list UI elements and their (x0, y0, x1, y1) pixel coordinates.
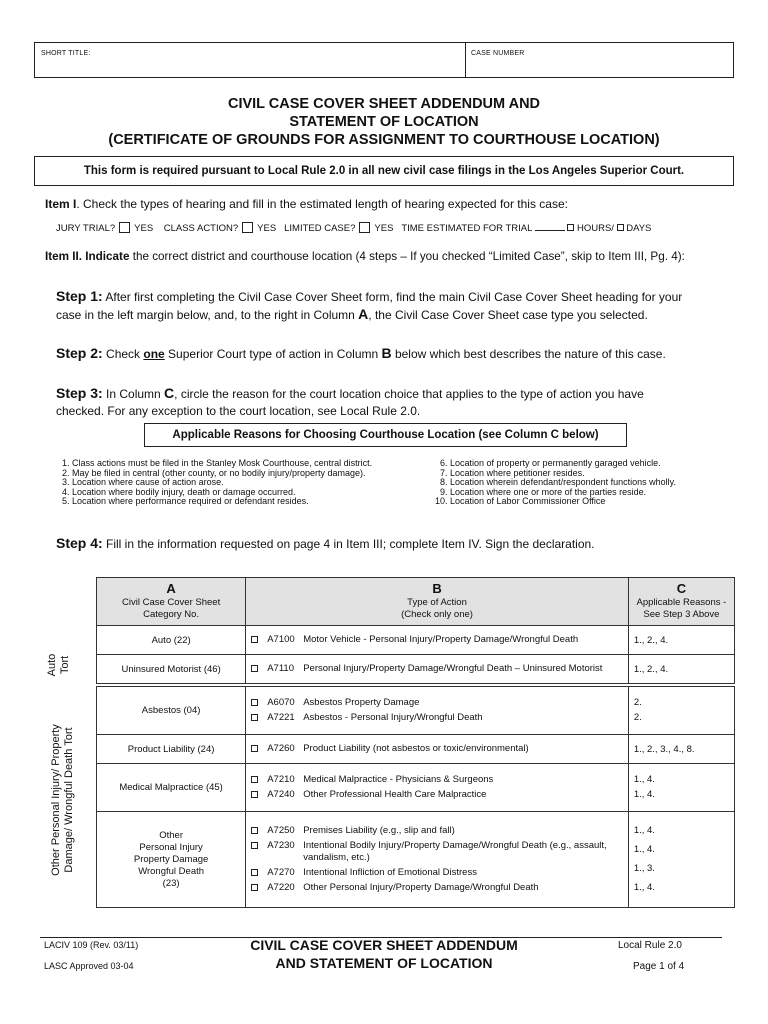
column-a-label2: Category No. (143, 608, 200, 620)
jury-trial-label: JURY TRIAL? (56, 223, 116, 234)
reasons-cell: 1., 2., 4. (628, 626, 734, 655)
case-number-label: CASE NUMBER (471, 50, 525, 57)
table-row (97, 735, 735, 764)
step2-text-c: below which best describes the nature of this case. (391, 347, 666, 361)
form-title-line2: STATEMENT OF LOCATION (289, 114, 479, 130)
table-row (97, 812, 735, 908)
action-code: A7240 (267, 789, 295, 800)
time-estimate-label: TIME ESTIMATED FOR TRIAL (401, 223, 533, 234)
reason-item: 10. Location of Labor Commissioner Office (435, 496, 606, 506)
column-a-header (97, 578, 246, 626)
column-b-letter: B (432, 580, 442, 596)
reason-value: 1., 4. (633, 789, 655, 800)
reason-item: 3. Location where cause of action arose. (62, 477, 224, 487)
caption-divider (465, 43, 466, 77)
category-line: Other (159, 829, 183, 841)
reasons-heading-box: Applicable Reasons for Choosing Courthouse Location (see Column C below) (144, 423, 627, 447)
item2-label: Item II (45, 250, 79, 263)
hours-label: HOURS/ (576, 223, 614, 234)
reason-value: 2. (633, 697, 642, 708)
action-checkbox[interactable] (251, 884, 258, 891)
column-c-letter: C (676, 580, 687, 596)
reason-item: 1. Class actions must be filed in the Stanley Mosk Courthouse, central district. (62, 458, 373, 468)
step1-text-b: case in the left margin below, and, to the right in Column (56, 308, 359, 322)
short-title-label: SHORT TITLE: (41, 50, 91, 57)
step1-column: A (358, 306, 369, 322)
action-cell (246, 655, 629, 684)
step4-text: Fill in the information requested on page 4 in Item III; complete Item IV. Sign the declaration. (102, 537, 595, 551)
limited-case-label: LIMITED CASE? (284, 223, 356, 234)
action-cell (246, 764, 629, 812)
footer-title-line1: CIVIL CASE COVER SHEET ADDENDUM (250, 937, 518, 953)
caption-box (34, 42, 734, 78)
step3-text-b: , circle the reason for the court location choice that applies to the type of action you have (174, 387, 644, 401)
reason-value: 1., 3. (633, 863, 655, 874)
footer-title-line2: AND STATEMENT OF LOCATION (275, 955, 493, 971)
action-desc: Other Professional Health Care Malpractice (303, 789, 487, 800)
group-other-line1: Other Personal Injury/ Property (50, 724, 62, 876)
group-auto-line2: Tort (59, 655, 71, 675)
table-row (97, 764, 735, 812)
action-code: A7270 (267, 867, 295, 878)
page-number: Page 1 of 4 (633, 961, 685, 972)
action-checkbox[interactable] (251, 699, 258, 706)
jury-trial-checkbox[interactable] (119, 222, 130, 233)
action-code: A6070 (267, 697, 295, 708)
action-checkbox[interactable] (251, 776, 258, 783)
reasons-cell (628, 764, 734, 812)
step3-label: Step 3: (56, 385, 103, 401)
table-row (97, 626, 735, 655)
step2-text-b: Superior Court type of action in Column (164, 347, 382, 361)
action-cell (246, 626, 629, 655)
reason-value: 2. (633, 712, 642, 723)
reason-value: 1., 4. (633, 844, 655, 855)
hearing-options (56, 222, 651, 234)
action-code: A7100 (267, 634, 295, 645)
reasons-list-left (62, 459, 372, 507)
step4-label: Step 4: (56, 535, 103, 551)
item1-text: . Check the types of hearing and fill in the estimated length of hearing expected for this case: (76, 197, 568, 211)
action-desc: Other Personal Injury/Property Damage/Wrongful Death (303, 882, 539, 893)
group-label-auto-tort (46, 630, 76, 700)
step3 (56, 385, 736, 420)
column-b-header (246, 578, 629, 626)
hours-checkbox[interactable] (567, 224, 574, 231)
action-desc: Asbestos - Personal Injury/Wrongful Death (303, 712, 483, 723)
group-other-line2: Damage/ Wrongful Death Tort (63, 727, 75, 873)
reason-value: 1., 4. (633, 882, 655, 893)
action-code: A7230 (267, 840, 295, 851)
reason-item: 8. Location wherein defendant/respondent functions wholly. (440, 477, 676, 487)
table-row (97, 655, 735, 684)
action-checkbox[interactable] (251, 714, 258, 721)
action-code: A7210 (267, 774, 295, 785)
column-b-label2: (Check only one) (401, 608, 473, 620)
item2-indicate: . Indicate (78, 250, 130, 263)
action-checkbox[interactable] (251, 665, 258, 672)
form-title-line3: (CERTIFICATE OF GROUNDS FOR ASSIGNMENT TO COURTHOUSE LOCATION) (108, 132, 660, 148)
step2-column: B (381, 345, 392, 361)
reasons-list-right (435, 459, 676, 507)
category-line: Property Damage (133, 853, 209, 865)
category-line: Wrongful Death (138, 865, 205, 877)
action-desc: Intentional Infliction of Emotional Distress (303, 867, 477, 878)
action-checkbox[interactable] (251, 869, 258, 876)
column-a-label1: Civil Case Cover Sheet (122, 596, 221, 608)
step3-text-c: checked. For any exception to the court location, see Local Rule 2.0. (56, 404, 421, 418)
reason-item: 7. Location where petitioner resides. (440, 467, 585, 478)
action-cell (246, 812, 629, 908)
jury-yes-label: YES (134, 223, 154, 234)
action-cell (246, 735, 629, 764)
step3-column: C (164, 385, 175, 401)
step1-text-a: After first completing the Civil Case Cover Sheet form, find the main Civil Case Cover Sheet heading for your (102, 290, 683, 304)
reason-item: 2. May be filed in central (other county, or no bodily injury/property damage). (62, 467, 366, 478)
table-header-row (97, 578, 735, 626)
step4 (56, 535, 595, 553)
action-cell (246, 687, 629, 735)
action-desc: Personal Injury/Property Damage/Wrongful Death – Uninsured Motorist (303, 663, 603, 674)
rule-notice: This form is required pursuant to Local Rule 2.0 in all new civil case filings in the Los Angeles Superior Court. (34, 156, 734, 186)
action-checkbox[interactable] (251, 842, 258, 849)
limited-yes-label: YES (374, 223, 394, 234)
category-cell (97, 812, 246, 908)
step1-label: Step 1: (56, 288, 103, 304)
reason-value: 1., 4. (633, 825, 655, 836)
reason-item: 4. Location where bodily injury, death or damage occurred. (62, 486, 296, 497)
item2-instruction (45, 250, 685, 263)
step2 (56, 345, 666, 363)
reason-value: 1., 4. (633, 774, 655, 785)
category-line: Personal Injury (139, 841, 203, 853)
action-code: A7110 (267, 663, 294, 674)
local-rule: Local Rule 2.0 (618, 940, 682, 951)
action-checkbox[interactable] (251, 827, 258, 834)
action-code: A7221 (267, 712, 295, 723)
days-label: DAYS (626, 223, 652, 234)
reasons-cell (628, 687, 734, 735)
item2-text: the correct district and courthouse location (4 steps – If you checked “Limited Case”, skip to Item III, Pg. 4): (129, 250, 685, 263)
category-cell: Medical Malpractice (45) (97, 764, 246, 812)
action-code: A7260 (267, 743, 295, 754)
class-action-label: CLASS ACTION? (163, 223, 239, 234)
table-row (97, 687, 735, 735)
action-checkbox[interactable] (251, 745, 258, 752)
category-cell: Uninsured Motorist (46) (97, 655, 246, 684)
step1 (56, 288, 736, 324)
column-b-label1: Type of Action (407, 596, 467, 608)
group-auto-line1: Auto (46, 653, 58, 677)
step3-text-a: In Column (102, 387, 165, 401)
form-title-line1: CIVIL CASE COVER SHEET ADDENDUM AND (227, 96, 541, 112)
step2-one: one (143, 347, 165, 361)
action-desc: Product Liability (not asbestos or toxic/environmental) (303, 743, 529, 754)
group-label-other-pi-tort (50, 700, 80, 900)
action-desc: Motor Vehicle - Personal Injury/Property Damage/Wrongful Death (303, 634, 579, 645)
hours-blank[interactable] (535, 230, 565, 231)
column-c-label1: Applicable Reasons - (636, 596, 727, 608)
category-cell: Asbestos (04) (97, 687, 246, 735)
reason-item: 6. Location of property or permanently garaged vehicle. (440, 458, 661, 468)
action-desc: Medical Malpractice - Physicians & Surgeons (303, 774, 494, 785)
category-cell: Auto (22) (97, 626, 246, 655)
reasons-cell (628, 812, 734, 908)
action-code: A7220 (267, 882, 295, 893)
reason-item: 5. Location where performance required or defendant resides. (62, 496, 309, 506)
limited-case-checkbox[interactable] (359, 222, 370, 233)
item1-label: Item I (45, 197, 77, 211)
form-number: LACIV 109 (Rev. 03/11) (44, 940, 139, 950)
action-desc: Premises Liability (e.g., slip and fall) (303, 825, 455, 836)
action-code: A7250 (267, 825, 295, 836)
reason-item: 9. Location where one or more of the parties reside. (440, 486, 647, 497)
action-checkbox[interactable] (251, 791, 258, 798)
step1-text-c: , the Civil Case Cover Sheet case type you selected. (368, 308, 648, 322)
class-action-checkbox[interactable] (242, 222, 253, 233)
action-checkbox[interactable] (251, 636, 258, 643)
category-cell: Product Liability (24) (97, 735, 246, 764)
action-desc: Intentional Bodily Injury/Property Damage/Wrongful Death (e.g., assault, vandalism, etc.) (303, 840, 607, 863)
column-c-label2: See Step 3 Above (643, 608, 720, 620)
class-action-yes-label: YES (257, 223, 277, 234)
reasons-cell: 1., 2., 4. (628, 655, 734, 684)
reasons-cell: 1., 2., 3., 4., 8. (628, 735, 734, 764)
category-line: (23) (162, 877, 180, 889)
action-desc: Asbestos Property Damage (303, 697, 420, 708)
column-c-header (628, 578, 734, 626)
approval-note: LASC Approved 03-04 (44, 961, 134, 971)
step2-label: Step 2: (56, 345, 103, 361)
step2-text-a: Check (102, 347, 144, 361)
days-checkbox[interactable] (617, 224, 624, 231)
column-a-letter: A (166, 580, 176, 596)
item1-instruction (45, 197, 568, 211)
case-type-table (96, 577, 735, 908)
